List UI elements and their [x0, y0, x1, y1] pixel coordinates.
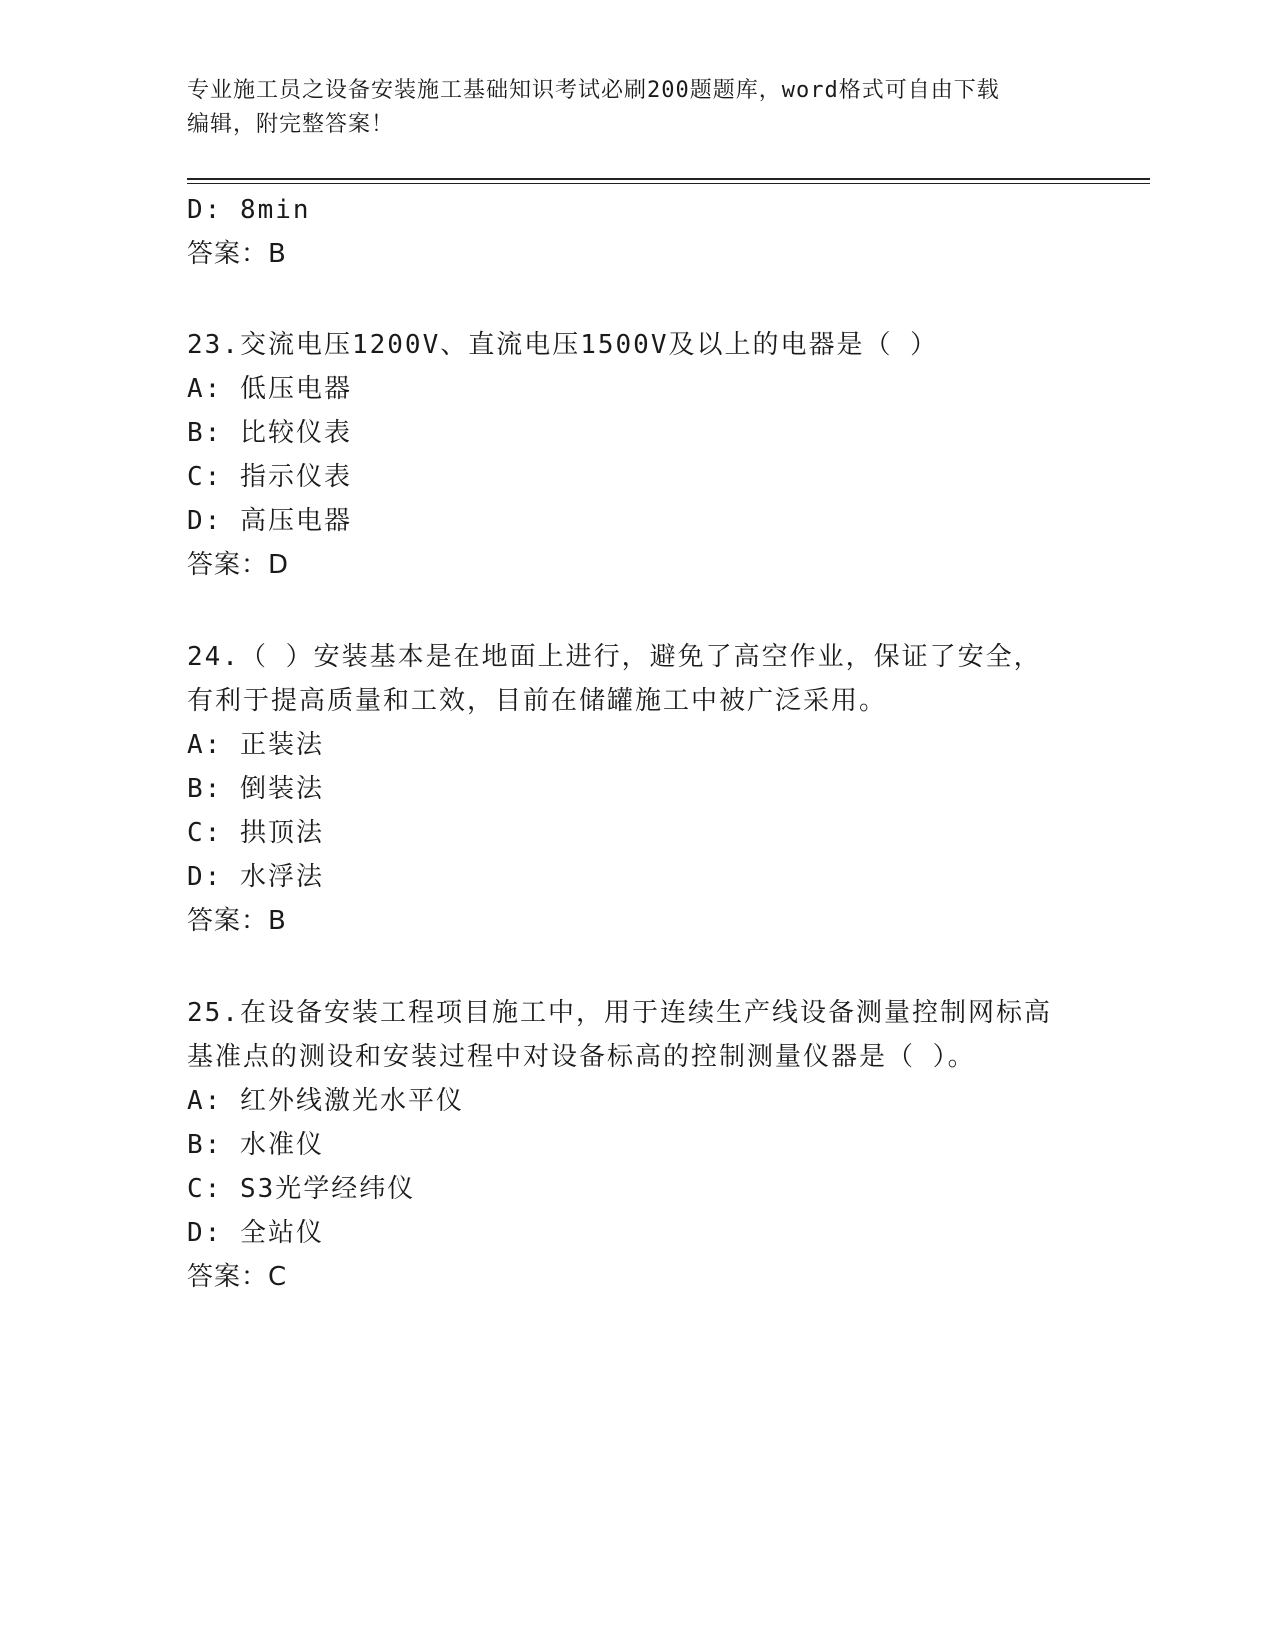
- question-24-line-2: 有利于提高质量和工效，目前在储罐施工中被广泛采用。: [187, 686, 888, 716]
- header-line-1: 专业施工员之设备安装施工基础知识考试必刷200题题库，word格式可自由下载: [187, 78, 1000, 103]
- header-divider-bottom: [187, 183, 1150, 184]
- option-a-q23: A: 低压电器: [187, 374, 352, 404]
- option-b-q25: B: 水准仪: [187, 1130, 324, 1160]
- question-23: 23.交流电压1200V、直流电压1500V及以上的电器是（ ）: [187, 330, 939, 360]
- option-c-q25: C: S3光学经纬仪: [187, 1174, 416, 1204]
- option-b-q24: B: 倒装法: [187, 774, 324, 804]
- option-b-q23: B: 比较仪表: [187, 418, 352, 448]
- option-d-q23: D: 高压电器: [187, 506, 352, 536]
- option-d-q24: D: 水浮法: [187, 862, 324, 892]
- option-a-q24: A: 正装法: [187, 730, 324, 760]
- header-line-2: 编辑，附完整答案！: [187, 112, 395, 137]
- document-header: [187, 74, 1087, 142]
- answer-q23: 答案：D: [187, 550, 290, 580]
- option-d-q25: D: 全站仪: [187, 1218, 324, 1248]
- answer-q24: 答案：B: [187, 906, 287, 936]
- question-25-line-2: 基准点的测设和安装过程中对设备标高的控制测量仪器是（ ）。: [187, 1042, 976, 1072]
- option-a-q25: A: 红外线激光水平仪: [187, 1086, 464, 1116]
- option-d-q22: D: 8min: [187, 195, 311, 225]
- option-c-q23: C: 指示仪表: [187, 462, 352, 492]
- header-divider-top: [187, 178, 1150, 180]
- question-25-line-1: 25.在设备安装工程项目施工中，用于连续生产线设备测量控制网标高: [187, 998, 1052, 1028]
- option-c-q24: C: 拱顶法: [187, 818, 324, 848]
- question-24-line-1: 24.（ ）安装基本是在地面上进行，避免了高空作业，保证了安全，: [187, 642, 1042, 672]
- answer-q22: 答案：B: [187, 239, 287, 269]
- answer-q25: 答案：C: [187, 1262, 288, 1292]
